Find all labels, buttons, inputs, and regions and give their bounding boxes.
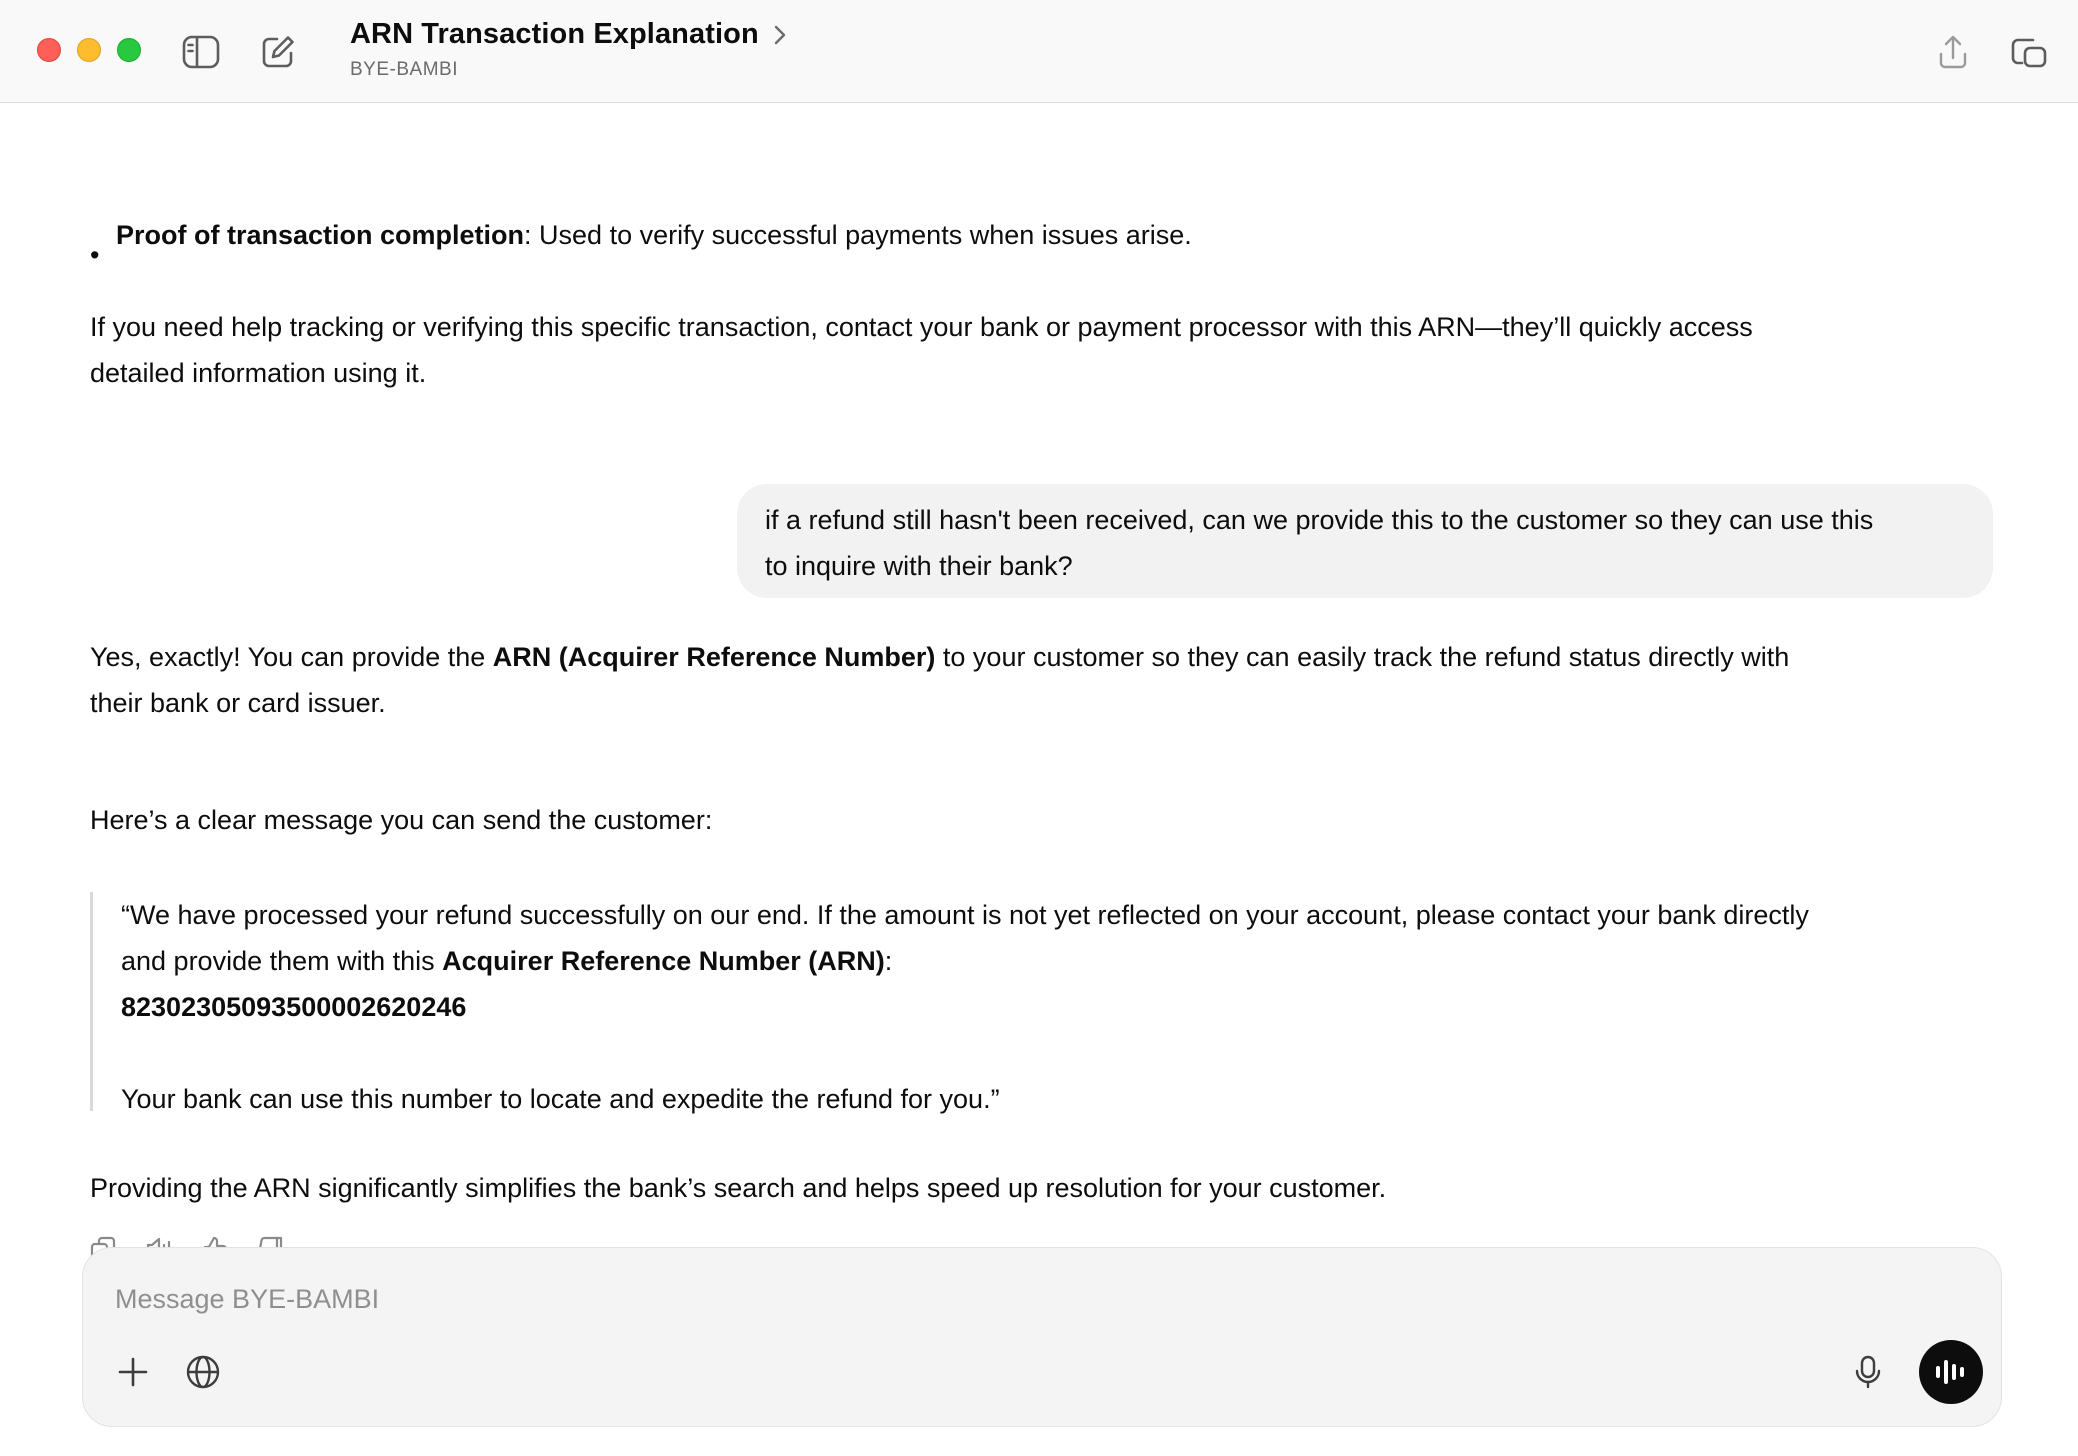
reply-text: Yes, exactly! You can provide the xyxy=(90,642,493,672)
window-mode-button[interactable] xyxy=(2009,32,2049,72)
user-message-line: if a refund still hasn't been received, can we provide this to the customer so they can use this xyxy=(765,505,1874,535)
compose-icon xyxy=(260,34,296,70)
voice-mode-button[interactable] xyxy=(1919,1340,1983,1404)
share-button[interactable] xyxy=(1933,32,1973,72)
sidebar-toggle-icon xyxy=(182,35,220,69)
bullet-text: : Used to verify successful payments when issues arise. xyxy=(524,220,1192,250)
quote-text: and provide them with this xyxy=(121,946,443,976)
user-message-bubble xyxy=(737,484,1993,598)
assistant-reply-closing: Providing the ARN significantly simplifies the bank’s search and helps speed up resolution for your customer. xyxy=(90,1173,1387,1203)
search-web-button[interactable] xyxy=(181,1350,225,1394)
zoom-window-button[interactable] xyxy=(117,38,141,62)
minimize-window-button[interactable] xyxy=(77,38,101,62)
message-composer xyxy=(82,1247,2002,1427)
microphone-icon xyxy=(1853,1354,1883,1390)
reply-text: to your customer so they can easily track the refund status directly with xyxy=(935,642,1790,672)
share-icon xyxy=(1936,34,1970,70)
arn-number: 82302305093500002620246 xyxy=(121,992,467,1022)
paragraph-line: If you need help tracking or verifying this specific transaction, contact your bank or payment processor with this ARN—they’ll quickly access xyxy=(90,312,1753,342)
quote-line: Your bank can use this number to locate and expedite the refund for you.” xyxy=(121,1084,1000,1114)
customer-message-quote xyxy=(90,892,2010,1114)
new-chat-button[interactable] xyxy=(258,32,298,72)
conversation-title[interactable]: ARN Transaction Explanation xyxy=(350,18,759,50)
plus-icon xyxy=(116,1355,150,1389)
bullet-marker: • xyxy=(90,240,100,270)
dictate-button[interactable] xyxy=(1846,1350,1890,1394)
paragraph-line: detailed information using it. xyxy=(90,358,427,388)
add-attachment-button[interactable] xyxy=(111,1350,155,1394)
window-mode-icon xyxy=(2010,34,2048,70)
conversation-area xyxy=(0,102,2078,1232)
reply-bold: ARN (Acquirer Reference Number) xyxy=(492,642,936,672)
user-message-line: to inquire with their bank? xyxy=(765,551,1073,581)
quote-text: : xyxy=(884,946,893,976)
reply-text: their bank or card issuer. xyxy=(90,688,386,718)
sidebar-toggle-button[interactable] xyxy=(181,32,221,72)
assistant-reply-intro xyxy=(90,634,1789,726)
title-bar xyxy=(0,0,2078,103)
message-input[interactable] xyxy=(113,1278,1617,1320)
assistant-paragraph xyxy=(90,304,1753,396)
conversation-title-block[interactable] xyxy=(350,18,787,81)
globe-icon xyxy=(185,1354,221,1390)
project-name: BYE-BAMBI xyxy=(350,59,458,80)
quote-line: “We have processed your refund successfully on our end. If the amount is not yet reflected on your account, please contact your bank directly xyxy=(121,900,1809,930)
bullet-heading: Proof of transaction completion xyxy=(116,220,525,250)
voice-mode-icon xyxy=(1933,1357,1969,1387)
assistant-reply-lead: Here’s a clear message you can send the customer: xyxy=(90,805,713,835)
quote-bold: Acquirer Reference Number (ARN) xyxy=(442,946,885,976)
chevron-right-icon xyxy=(773,24,787,46)
bullet-item xyxy=(116,212,1192,258)
close-window-button[interactable] xyxy=(37,38,61,62)
